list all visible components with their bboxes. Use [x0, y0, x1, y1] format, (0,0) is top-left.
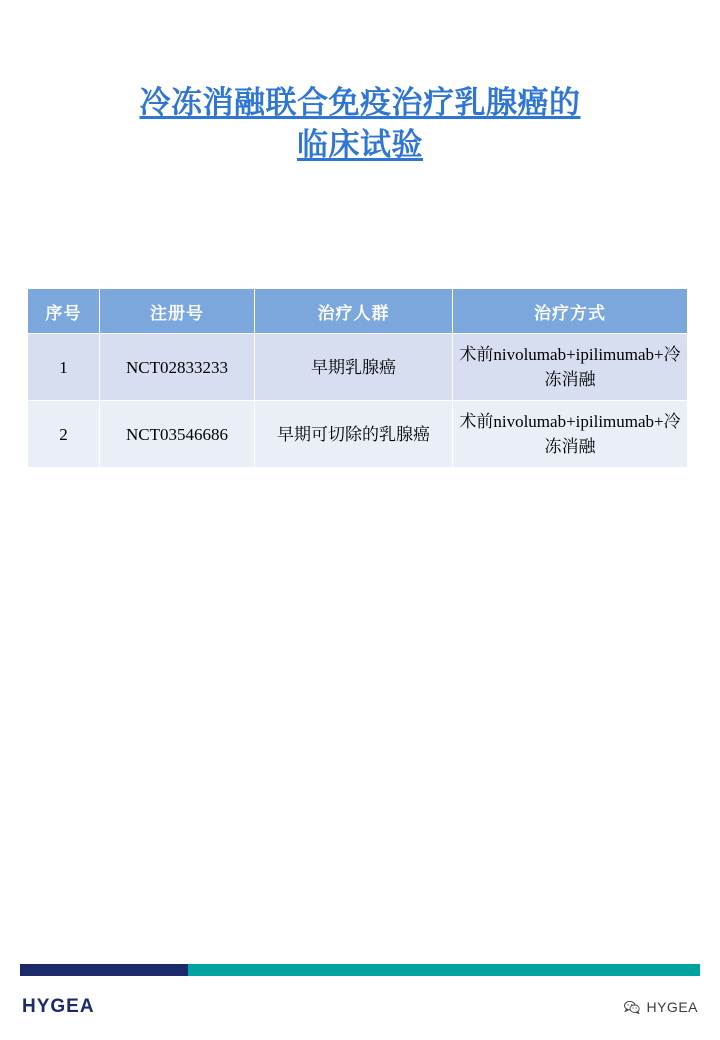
table-header-row: [28, 289, 688, 334]
cell-registration: NCT02833233: [100, 334, 255, 401]
footer-divider: [20, 964, 700, 976]
wechat-icon: [624, 1001, 640, 1014]
column-header-treatment: 治疗方式: [453, 289, 688, 334]
page-title-line-2-text: 临床试验: [297, 127, 423, 162]
cell-index: 1: [28, 334, 100, 401]
page-title: [50, 82, 670, 166]
footer-bar-teal: [188, 964, 700, 976]
cell-population: 早期可切除的乳腺癌: [255, 401, 453, 468]
cell-treatment: 术前nivolumab+ipilimumab+冷冻消融: [453, 401, 688, 468]
cell-population: 早期乳腺癌: [255, 334, 453, 401]
page-title-line-2: [50, 124, 670, 166]
column-header-population: 治疗人群: [255, 289, 453, 334]
table-row: [28, 334, 688, 401]
clinical-trials-table-wrapper: [27, 288, 687, 468]
footer-logo: HYGEA: [22, 996, 95, 1017]
footer-wechat-credit: [624, 999, 698, 1015]
footer-wechat-label: HYGEA: [646, 999, 698, 1015]
cell-treatment: 术前nivolumab+ipilimumab+冷冻消融: [453, 334, 688, 401]
footer-bar-navy: [20, 964, 188, 976]
column-header-registration: 注册号: [100, 289, 255, 334]
page-title-line-1: [50, 82, 670, 124]
column-header-index: 序号: [28, 289, 100, 334]
clinical-trials-table: [27, 288, 688, 468]
page-title-line-1-text: 冷冻消融联合免疫治疗乳腺癌的: [139, 85, 581, 120]
table-row: [28, 401, 688, 468]
cell-registration: NCT03546686: [100, 401, 255, 468]
cell-index: 2: [28, 401, 100, 468]
